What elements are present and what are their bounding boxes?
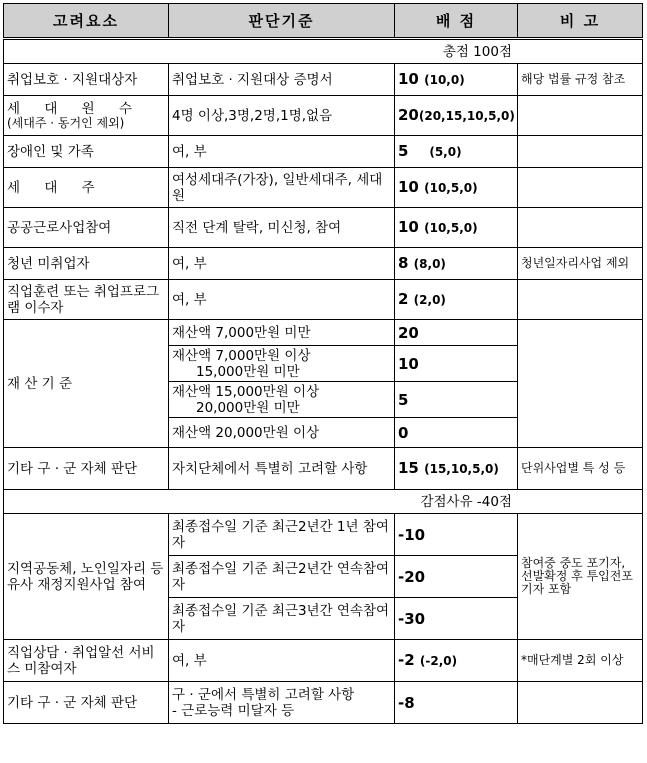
- deduction-row: [4, 490, 643, 514]
- scoring-table-container: [3, 3, 643, 724]
- criteria-cell: 최종접수일 기준 최근2년간 연속참여자: [169, 556, 395, 598]
- criteria-cell: 여, 부: [169, 280, 395, 320]
- asset-row: [4, 320, 643, 346]
- header-score: 배 점: [395, 4, 518, 39]
- table-row: [4, 448, 643, 490]
- criteria-line: 구 · 군에서 특별히 고려할 사항: [172, 686, 355, 703]
- header-row: [4, 4, 643, 39]
- score-main: 5: [398, 142, 409, 160]
- score-breakdown: (8,0): [413, 257, 446, 271]
- score-breakdown: (10,5,0): [424, 181, 478, 195]
- score-cell: [395, 448, 518, 490]
- score-cell: -20: [395, 556, 518, 598]
- factor-cell: 기타 구 · 군 자체 판단: [4, 682, 169, 724]
- table-row: [4, 248, 643, 280]
- community-note-cell: 참여중 중도 포기자, 선발확정 후 투입전포기자 포함: [518, 514, 643, 640]
- note-cell: 청년일자리사업 제외: [518, 248, 643, 280]
- criteria-cell: [169, 346, 395, 382]
- table-row: [4, 136, 643, 168]
- header-factor: 고려요소: [4, 4, 169, 39]
- note-cell: [518, 682, 643, 724]
- note-cell: [518, 136, 643, 168]
- factor-cell: 취업보호 · 지원대상자: [4, 64, 169, 96]
- score-cell: [395, 640, 518, 682]
- score-cell: [395, 96, 518, 136]
- factor-cell: 청년 미취업자: [4, 248, 169, 280]
- note-cell: [518, 168, 643, 208]
- factor-cell: 직업상담 · 취업알선 서비스 미참여자: [4, 640, 169, 682]
- criteria-cell: 여, 부: [169, 136, 395, 168]
- factor-cell: 공공근로사업참여: [4, 208, 169, 248]
- table-row: [4, 280, 643, 320]
- community-factor-cell: 지역공동체, 노인일자리 등 유사 재정지원사업 참여: [4, 514, 169, 640]
- scoring-table: [3, 3, 643, 724]
- score-cell: 20: [395, 320, 518, 346]
- score-cell: [395, 168, 518, 208]
- criteria-line: 20,000만원 미만: [196, 399, 300, 416]
- criteria-line: - 근로능력 미달자 등: [172, 702, 295, 719]
- criteria-cell: 최종접수일 기준 최근2년간 1년 참여자: [169, 514, 395, 556]
- factor-cell: 세 대 주: [4, 168, 169, 208]
- criteria-cell: 최종접수일 기준 최근3년간 연속참여자: [169, 598, 395, 640]
- score-cell: 5: [395, 382, 518, 418]
- factor-cell: 기타 구 · 군 자체 판단: [4, 448, 169, 490]
- factor-label: 세 대 원 수: [7, 101, 143, 117]
- score-cell: [395, 208, 518, 248]
- note-cell: [518, 280, 643, 320]
- score-main: 10: [398, 70, 419, 88]
- table-row: [4, 64, 643, 96]
- note-cell: *매단계별 2회 이상: [518, 640, 643, 682]
- community-row: [4, 514, 643, 556]
- note-cell: 단위사업별 특 성 등: [518, 448, 643, 490]
- score-cell: -8: [395, 682, 518, 724]
- total-score-row: [4, 39, 643, 64]
- score-breakdown: (2,0): [413, 293, 446, 307]
- note-cell: 해당 법률 규정 참조: [518, 64, 643, 96]
- criteria-cell: 직전 단계 탈락, 미신청, 참여: [169, 208, 395, 248]
- table-row: [4, 96, 643, 136]
- table-row: [4, 640, 643, 682]
- score-breakdown: (15,10,5,0): [424, 462, 499, 476]
- score-main: 2: [398, 290, 409, 308]
- table-row: [4, 168, 643, 208]
- score-main: 10: [398, 178, 419, 196]
- score-cell: [395, 280, 518, 320]
- score-cell: 0: [395, 418, 518, 448]
- factor-cell: 직업훈련 또는 취업프로그램 이수자: [4, 280, 169, 320]
- score-breakdown: (20,15,10,5,0): [418, 109, 515, 123]
- table-row: [4, 682, 643, 724]
- criteria-line: 재산액 15,000만원 이상: [172, 383, 320, 400]
- total-score-label: 총점 100점: [4, 39, 643, 64]
- score-main: -2: [398, 651, 415, 669]
- note-cell: [518, 208, 643, 248]
- table-row: [4, 208, 643, 248]
- score-breakdown: (10,0): [424, 73, 465, 87]
- score-cell: -10: [395, 514, 518, 556]
- factor-cell: 장애인 및 가족: [4, 136, 169, 168]
- asset-factor-cell: [4, 320, 169, 448]
- criteria-cell: 재산액 20,000만원 이상: [169, 418, 395, 448]
- criteria-cell: 여, 부: [169, 640, 395, 682]
- header-note: 비 고: [518, 4, 643, 39]
- score-main: 8: [398, 254, 409, 272]
- note-cell: [518, 320, 643, 448]
- score-breakdown: (-2,0): [419, 654, 458, 668]
- criteria-cell: 재산액 7,000만원 미만: [169, 320, 395, 346]
- criteria-cell: [169, 682, 395, 724]
- score-main: 10: [398, 218, 419, 236]
- criteria-cell: 취업보호 · 지원대상 증명서: [169, 64, 395, 96]
- score-cell: 10: [395, 346, 518, 382]
- criteria-cell: [169, 382, 395, 418]
- criteria-cell: 4명 이상,3명,2명,1명,없음: [169, 96, 395, 136]
- score-cell: [395, 248, 518, 280]
- score-cell: [395, 64, 518, 96]
- score-breakdown: (10,5,0): [424, 221, 478, 235]
- score-cell: -30: [395, 598, 518, 640]
- factor-sublabel: (세대주 · 동거인 제외): [7, 116, 125, 130]
- criteria-line: 15,000만원 미만: [196, 363, 300, 380]
- deduction-label: 감점사유 -40점: [4, 490, 643, 514]
- score-breakdown: (5,0): [429, 145, 462, 159]
- criteria-cell: 여, 부: [169, 248, 395, 280]
- note-cell: [518, 96, 643, 136]
- score-cell: [395, 136, 518, 168]
- score-main: 15: [398, 459, 419, 477]
- criteria-cell: 여성세대주(가장), 일반세대주, 세대원: [169, 168, 395, 208]
- criteria-line: 재산액 7,000만원 이상: [172, 347, 311, 364]
- score-main: 20: [398, 106, 419, 124]
- criteria-cell: 자치단체에서 특별히 고려할 사항: [169, 448, 395, 490]
- factor-cell: [4, 96, 169, 136]
- header-criteria: 판단기준: [169, 4, 395, 39]
- asset-factor-label: 재 산 기 준: [7, 375, 73, 392]
